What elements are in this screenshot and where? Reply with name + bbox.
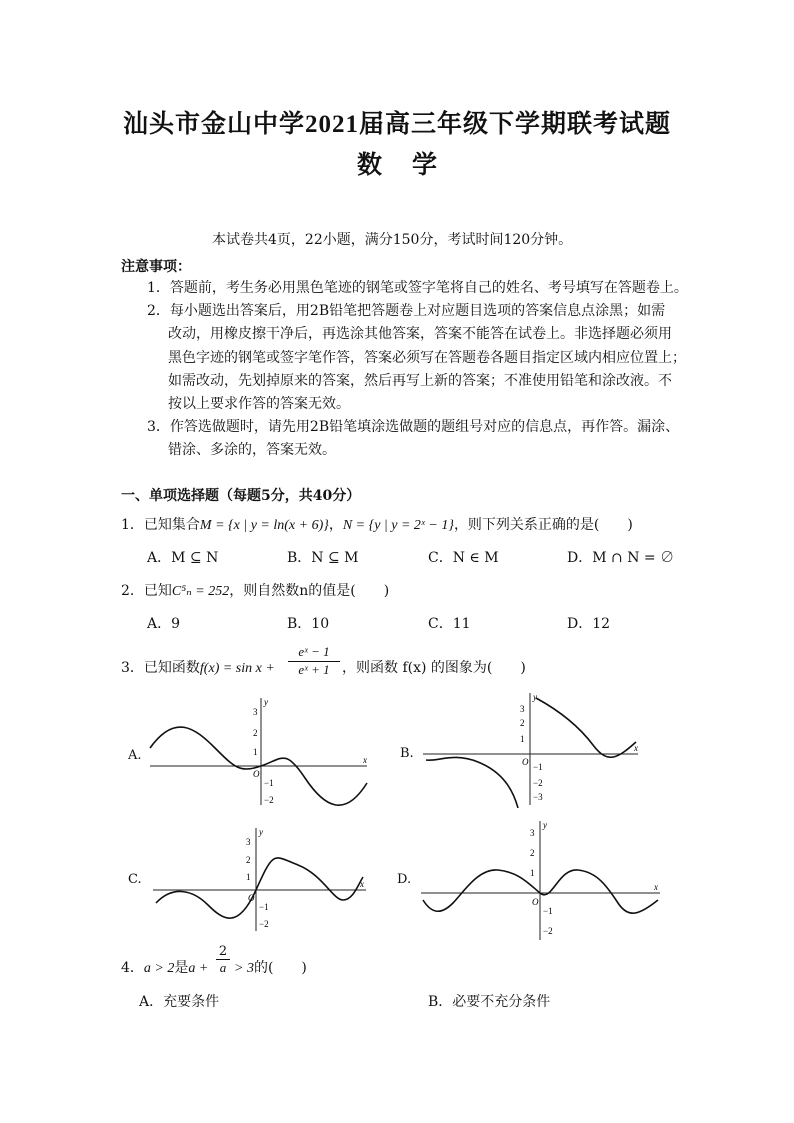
graph-b xyxy=(418,690,643,808)
notice-item-2-line3: 黑色字迹的钢笔或签字笔作答，答案必须写在答题卷各题目指定区域内相应位置上； xyxy=(168,350,686,366)
q1-set-m: M = {x | y = ln(x + 6)} xyxy=(199,518,329,533)
question-1 xyxy=(121,514,633,534)
q2-option-a: A．9 xyxy=(147,616,181,632)
q3-denominator: eˣ + 1 xyxy=(298,662,330,677)
q2-option-b: B．10 xyxy=(287,616,330,632)
notice-item-3: 3．作答选做题时，请先用2B铅笔填涂选做题的题组号对应的信息点，再作答。漏涂、 xyxy=(147,419,680,435)
q3-suffix: ，则函数 f(x) 的图象为( ) xyxy=(342,660,526,676)
graph-b-y-label: y xyxy=(533,692,537,702)
graph-a-yneg2: −2 xyxy=(264,795,274,805)
notice-item-2-line2: 改动，用橡皮擦干净后，再选涂其他答案，答案不能答在试卷上。非选择题必须用 xyxy=(168,326,672,342)
q1-option-d: D．M ∩ N = ∅ xyxy=(567,550,675,566)
graph-b-curve-right xyxy=(536,698,636,757)
exam-intro: 本试卷共4页，22小题，满分150分，考试时间120分钟。 xyxy=(212,232,573,248)
graph-b-yneg2: −2 xyxy=(533,778,543,788)
graph-label-d: D. xyxy=(397,872,412,887)
graph-d-y3: 3 xyxy=(530,828,535,838)
section-heading: 一、单项选择题（每题5分，共40分） xyxy=(121,488,361,504)
graph-c-y1: 1 xyxy=(246,872,251,882)
graph-a-y-label: y xyxy=(264,697,268,707)
q4-prefix: 4． xyxy=(121,960,144,976)
graph-d-y-label: y xyxy=(543,820,547,830)
notice-item-2: 2．每小题选出答案后，用2B铅笔把答题卷上对应题目选项的答案信息点涂黑；如需 xyxy=(147,303,666,319)
q4-denominator: a xyxy=(219,960,227,975)
q2-suffix: ，则自然数n的值是( ) xyxy=(229,583,390,599)
graph-b-y1: 1 xyxy=(520,734,525,744)
graph-b-yneg1: −1 xyxy=(533,762,543,772)
graph-d-origin: O xyxy=(532,897,539,907)
q2-prefix: 2．已知 xyxy=(121,583,172,599)
graph-a-y2: 2 xyxy=(253,728,258,738)
q4-numerator: 2 xyxy=(216,944,230,960)
graph-b-y2: 2 xyxy=(520,718,525,728)
graph-a-y3: 3 xyxy=(253,707,258,717)
graph-b-curve-left xyxy=(426,757,518,808)
q1-sep: ， xyxy=(328,517,343,533)
notice-item-2-line5: 按以上要求作答的答案无效。 xyxy=(168,396,350,412)
q4-cond: a > 2 xyxy=(143,961,175,976)
exam-title: 汕头市金山中学2021届高三年级下学期联考试题 xyxy=(122,111,671,138)
q4-tail xyxy=(234,957,307,977)
notice-item-1: 1．答题前，考生务必用黑色笔迹的钢笔或签字笔将自己的姓名、考号填写在答题卷上。 xyxy=(147,280,688,296)
q2-option-c: C．11 xyxy=(428,616,471,632)
q1-set-n: N = {y | y = 2ˣ − 1} xyxy=(342,518,454,533)
q3-fraction xyxy=(288,644,340,678)
graph-c-y2: 2 xyxy=(246,855,251,865)
q4-option-a: A．充要条件 xyxy=(139,994,220,1010)
exam-subject: 数学 xyxy=(356,152,467,179)
graph-d-yneg1: −1 xyxy=(543,906,553,916)
graph-d-y1: 1 xyxy=(530,868,535,878)
graph-a-origin: O xyxy=(253,769,260,779)
graph-b-yneg3: −3 xyxy=(533,792,543,802)
q4-fraction xyxy=(216,944,230,976)
q4-mid: 是 xyxy=(174,960,189,976)
notice-item-2-line4: 如需改动，先划掉原来的答案，然后再写上新的答案；不准使用铅笔和涂改液。不 xyxy=(168,373,672,389)
graph-a-yneg1: −1 xyxy=(264,778,274,788)
question-3 xyxy=(121,657,275,677)
notice-heading: 注意事项： xyxy=(121,259,191,275)
graph-c-y3: 3 xyxy=(246,837,251,847)
graph-label-c: C. xyxy=(128,872,142,887)
graph-a xyxy=(145,693,373,808)
graph-a-x-label: x xyxy=(363,755,367,765)
q1-option-c: C．N ∈ M xyxy=(428,550,499,566)
q1-prefix: 1．已知集合 xyxy=(121,517,200,533)
q3-prefix: 3．已知函数 xyxy=(121,660,200,676)
q4-expr-a: a + xyxy=(188,961,209,976)
graph-c-y-label: y xyxy=(259,827,263,837)
graph-d xyxy=(418,818,663,943)
graph-d-yneg2: −2 xyxy=(543,926,553,936)
q3-numerator: eˣ − 1 xyxy=(288,644,340,662)
graph-c-yneg2: −2 xyxy=(259,919,269,929)
q4-option-b: B．必要不充分条件 xyxy=(428,994,551,1010)
q1-option-b: B．N ⊆ M xyxy=(287,550,359,566)
question-2 xyxy=(121,580,389,600)
graph-a-y1: 1 xyxy=(253,747,258,757)
q1-suffix: ，则下列关系正确的是( ) xyxy=(453,517,633,533)
graph-c-yneg1: −1 xyxy=(259,902,269,912)
q1-option-a: A．M ⊆ N xyxy=(147,550,219,566)
graph-c-x-label: x xyxy=(360,879,364,889)
graph-b-x-label: x xyxy=(634,743,638,753)
graph-label-a: A. xyxy=(128,748,142,763)
q3-fx: f(x) = sin x + xyxy=(199,661,275,676)
q4-suffix: 的( ) xyxy=(253,960,307,976)
graph-label-b: B. xyxy=(400,746,414,761)
graph-c-origin: O xyxy=(248,893,255,903)
q2-expr: C⁵ₙ = 252 xyxy=(171,584,230,599)
notice-item-3-line2: 错涂、多涂的，答案无效。 xyxy=(168,442,336,458)
graph-b-origin: O xyxy=(522,757,529,767)
graph-c xyxy=(148,825,370,935)
q2-option-d: D．12 xyxy=(567,616,611,632)
graph-b-y3: 3 xyxy=(520,704,525,714)
graph-d-x-label: x xyxy=(654,882,658,892)
graph-d-y2: 2 xyxy=(530,848,535,858)
q4-expr-b: > 3 xyxy=(234,961,254,976)
question-4 xyxy=(121,957,208,977)
